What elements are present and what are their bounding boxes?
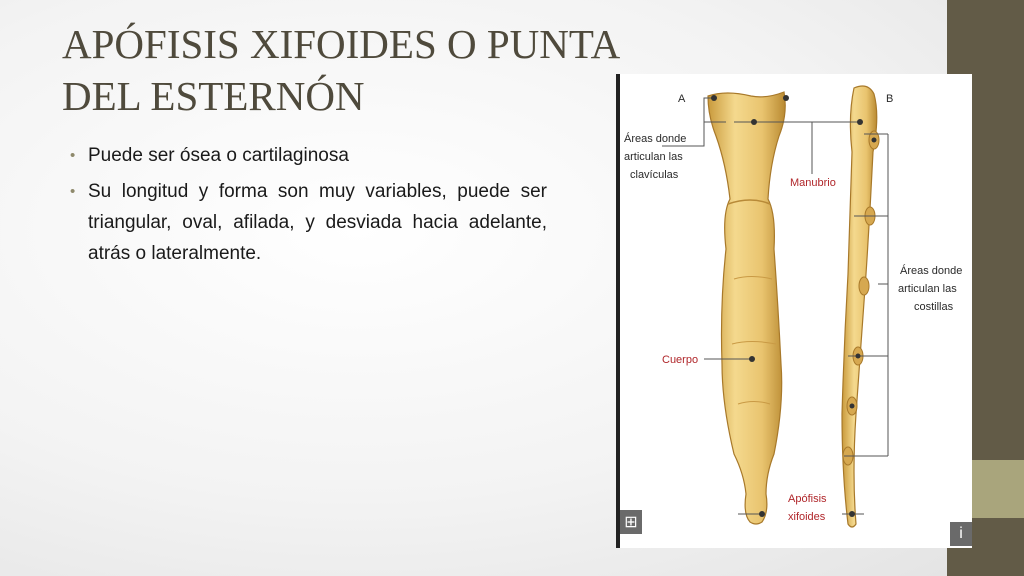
sternum-anterior-bone bbox=[708, 92, 785, 524]
label-rib-areas-3: costillas bbox=[914, 301, 954, 313]
label-xifoides-2: xifoides bbox=[788, 511, 826, 523]
slide-title: APÓFISIS XIFOIDES O PUNTA DEL ESTERNÓN bbox=[62, 21, 619, 119]
label-clavicle-areas-2: articulan las bbox=[624, 151, 683, 163]
bullet-icon: • bbox=[70, 147, 76, 164]
label-xifoides-1: Apófisis bbox=[788, 493, 827, 505]
label-rib-areas-2: articulan las bbox=[898, 283, 957, 295]
bullet-icon: • bbox=[70, 183, 76, 200]
expand-icon[interactable]: ⊞ bbox=[620, 510, 642, 534]
bullet-text: Su longitud y forma son muy variables, puede ser triangular, oval, afilada, y desviada hacia adelante, atrás o lateralmente. bbox=[88, 181, 547, 264]
label-clavicle-areas-1: Áreas donde bbox=[624, 133, 687, 145]
label-b: B bbox=[886, 93, 894, 105]
info-icon[interactable]: i bbox=[950, 522, 972, 546]
label-cuerpo: Cuerpo bbox=[662, 354, 699, 366]
bullet-item bbox=[70, 140, 547, 171]
label-clavicle-areas-3: clavículas bbox=[630, 169, 679, 181]
label-a: A bbox=[678, 93, 686, 105]
label-manubrio: Manubrio bbox=[790, 177, 836, 189]
sternum-figure bbox=[616, 74, 972, 548]
label-rib-areas-1: Áreas donde bbox=[900, 265, 963, 277]
sternum-illustration bbox=[616, 74, 972, 548]
bullet-text: Puede ser ósea o cartilaginosa bbox=[88, 145, 349, 166]
bullet-list bbox=[70, 140, 547, 274]
bullet-item bbox=[70, 176, 547, 269]
